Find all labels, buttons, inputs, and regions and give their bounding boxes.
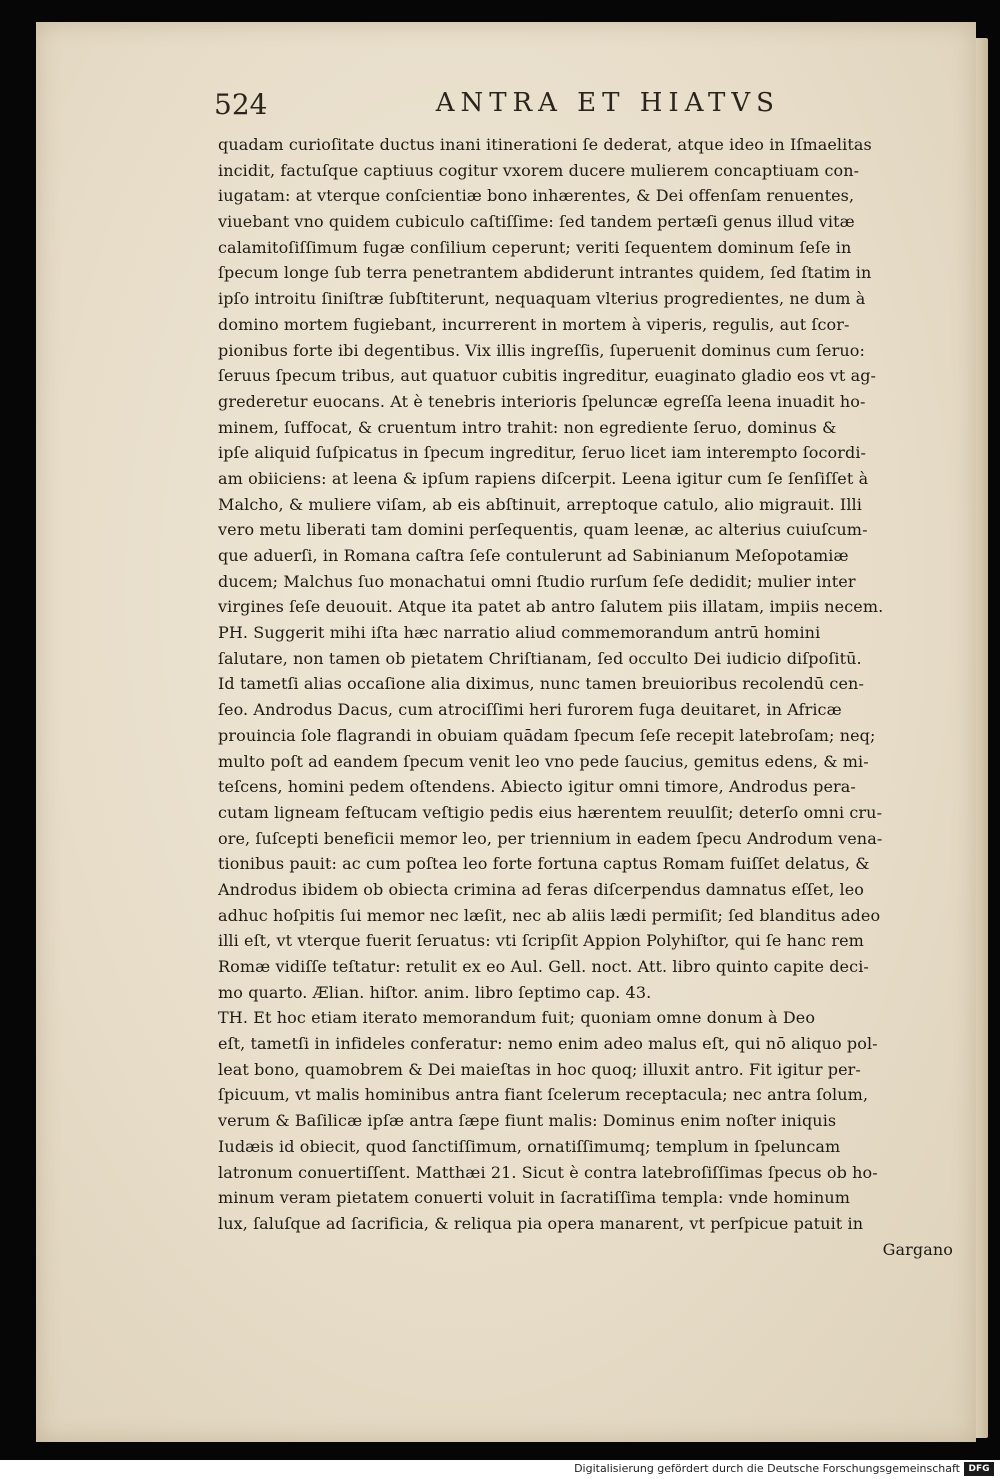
text-line: minum veram pietatem conuerti voluit in ſacratiſſima templa: vnde hominum xyxy=(218,1188,851,1208)
text-line: virgines ſeſe deuouit. Atque ita patet ab antro ſalutem piis illatam, impiis necem. xyxy=(218,597,884,617)
text-line: TH. Et hoc etiam iterato memorandum fuit; quoniam omne donum à Deo xyxy=(218,1008,816,1028)
text-line: ducem; Malchus ſuo monachatui omni ſtudio rurſum ſeſe dedidit; mulier inter xyxy=(218,571,856,591)
text-line: verum & Baſilicæ ipſæ antra ſæpe fiunt malis: Dominus enim noſter iniquis xyxy=(218,1111,837,1131)
text-line: que aduerſi, in Romana caſtra ſeſe contulerunt ad Sabinianum Meſopotamiæ xyxy=(218,546,849,565)
text-line: lux, ſaluſque ad ſacrificia, & reliqua pia opera manarent, vt perſpicue patuit in xyxy=(218,1213,864,1233)
text-line: Androdus ibidem ob obiecta crimina ad feras diſcerpendus damnatus eſſet, leo xyxy=(218,879,865,899)
text-line: ipſo introitu ſiniſtræ ſubſtiterunt, nequaquam vlterius progredientes, ne dum à xyxy=(218,289,866,309)
text-line: vero metu liberati tam domini perſequentis, quam leenæ, ac alterius cuiuſcum- xyxy=(218,520,868,540)
text-line: ſeo. Androdus Dacus, cum atrociſſimi heri furorem fuga deuitaret, in Africæ xyxy=(218,700,842,720)
text-line: Romæ vidiſſe teſtatur: retulit ex eo Aul. Gell. noct. Att. libro quinto capite deci- xyxy=(218,957,869,976)
body-text xyxy=(218,132,953,1262)
text-line: tionibus pauit: ac cum poſtea leo forte fortuna captus Romam fuiſſet delatus, & xyxy=(218,854,870,874)
text-line: am obiiciens: at leena & ipſum rapiens diſcerpit. Leena igitur cum ſe ſenſiſſet à xyxy=(218,468,869,488)
digitization-footer xyxy=(0,1460,1000,1479)
text-line: ipſe aliquid ſuſpicatus in ſpecum ingreditur, ſeruo licet iam interempto ſocordi- xyxy=(218,443,867,463)
text-line: minem, ſuffocat, & cruentum intro trahit: non egrediente ſeruo, dominus & xyxy=(218,417,837,437)
text-line: teſcens, homini pedem oſtendens. Abiecto igitur omni timore, Androdus pera- xyxy=(218,777,856,797)
text-line: adhuc hoſpitis ſui memor nec læſit, nec ab aliis lædi permiſit; ſed blanditus adeo xyxy=(218,905,881,925)
text-line: multo poſt ad eandem ſpecum venit leo vno pede ſaucius, gemitus edens, & mi- xyxy=(218,751,869,771)
text-line: Id tametſi alias occaſione alia diximus, nunc tamen breuioribus recolendū cen- xyxy=(218,674,864,694)
text-line: eſt, tametſi in infideles conferatur: nemo enim adeo malus eſt, qui nō aliquo pol- xyxy=(218,1034,878,1054)
running-head: ANTRA ET HIATVS xyxy=(435,88,780,118)
text-line: leat bono, quamobrem & Dei maieſtas in hoc quoq; illuxit antro. Fit igitur per- xyxy=(218,1059,861,1079)
text-line: iugatam: at vterque conſcientiæ bono inhærentes, & Dei offenſam renuentes, xyxy=(218,186,855,206)
text-line: incidit, factuſque captiuus cogitur vxorem ducere mulierem concaptiuam con- xyxy=(218,160,860,180)
text-line: pionibus forte ibi degentibus. Vix illis ingreſſis, ſuperuenit dominus cum ſeruo: xyxy=(218,340,865,360)
text-line: illi eſt, vt vterque fuerit ſeruatus: vti ſcripſit Appion Polyhiſtor, qui ſe hanc rem xyxy=(218,931,864,951)
text-line: ſpecum longe ſub terra penetrantem abdiderunt intrantes quidem, ſed ſtatim in xyxy=(218,263,872,283)
text-line: cutam ligneam feſtucam veſtigio pedis eius hærentem reuulſit; deterſo omni cru- xyxy=(218,802,883,822)
text-line: domino mortem fugiebant, incurrerent in mortem à viperis, regulis, aut ſcor- xyxy=(218,314,850,334)
text-line: latronum conuertiſſent. Matthæi 21. Sicut è contra latebroſiſſimas ſpecus ob ho- xyxy=(218,1162,878,1182)
text-line: viuebant vno quidem cubiculo caſtiſſime: ſed tandem pertæſi genus illud vitæ xyxy=(218,212,855,232)
text-line: quadam curioſitate ductus inani itinerationi ſe dederat, atque ideo in Iſmaelitas xyxy=(218,135,872,154)
text-line: ore, ſuſcepti beneficii memor leo, per triennium in eadem ſpecu Androdum vena- xyxy=(218,828,883,848)
text-line: ſeruus ſpecum tribus, aut quatuor cubitis ingreditur, euaginato gladio eos vt ag- xyxy=(218,366,877,386)
text-line: calamitoſiſſimum fugæ conſilium ceperunt; veriti ſequentem dominum ſeſe in xyxy=(218,237,852,257)
text-line: ſalutare, non tamen ob pietatem Chriſtianam, ſed occulto Dei iudicio diſpoſitū. xyxy=(218,648,862,668)
text-line: ſpicuum, vt malis hominibus antra fiant ſcelerum receptacula; nec antra ſolum, xyxy=(218,1085,869,1105)
page-header xyxy=(214,88,780,128)
text-line: grederetur euocans. At è tenebris interioris ſpeluncæ egreſſa leena inuadit ho- xyxy=(218,391,866,411)
text-line: prouincia ſole flagrandi in obuiam quādam ſpecum ſeſe recepit latebroſam; neq; xyxy=(218,725,876,745)
page-number: 524 xyxy=(214,88,268,121)
text-line: Malcho, & muliere viſam, ab eis abſtinuit, arreptoque catulo, alio migrauit. Illi xyxy=(218,494,862,514)
dfg-logo: DFG xyxy=(964,1462,994,1476)
text-line: Iudæis id obiecit, quod ſanctiſſimum, ornatiſſimumq; templum in ſpeluncam xyxy=(218,1136,841,1156)
catchword: Gargano xyxy=(882,1239,953,1259)
footer-credit: Digitalisierung gefördert durch die Deutsche Forschungsgemeinschaft xyxy=(574,1462,960,1475)
text-line: PH. Suggerit mihi iſta hæc narratio aliud commemorandum antrū homini xyxy=(218,623,821,643)
text-line: mo quarto. Ælian. hiſtor. anim. libro ſeptimo cap. 43. xyxy=(218,982,652,1002)
